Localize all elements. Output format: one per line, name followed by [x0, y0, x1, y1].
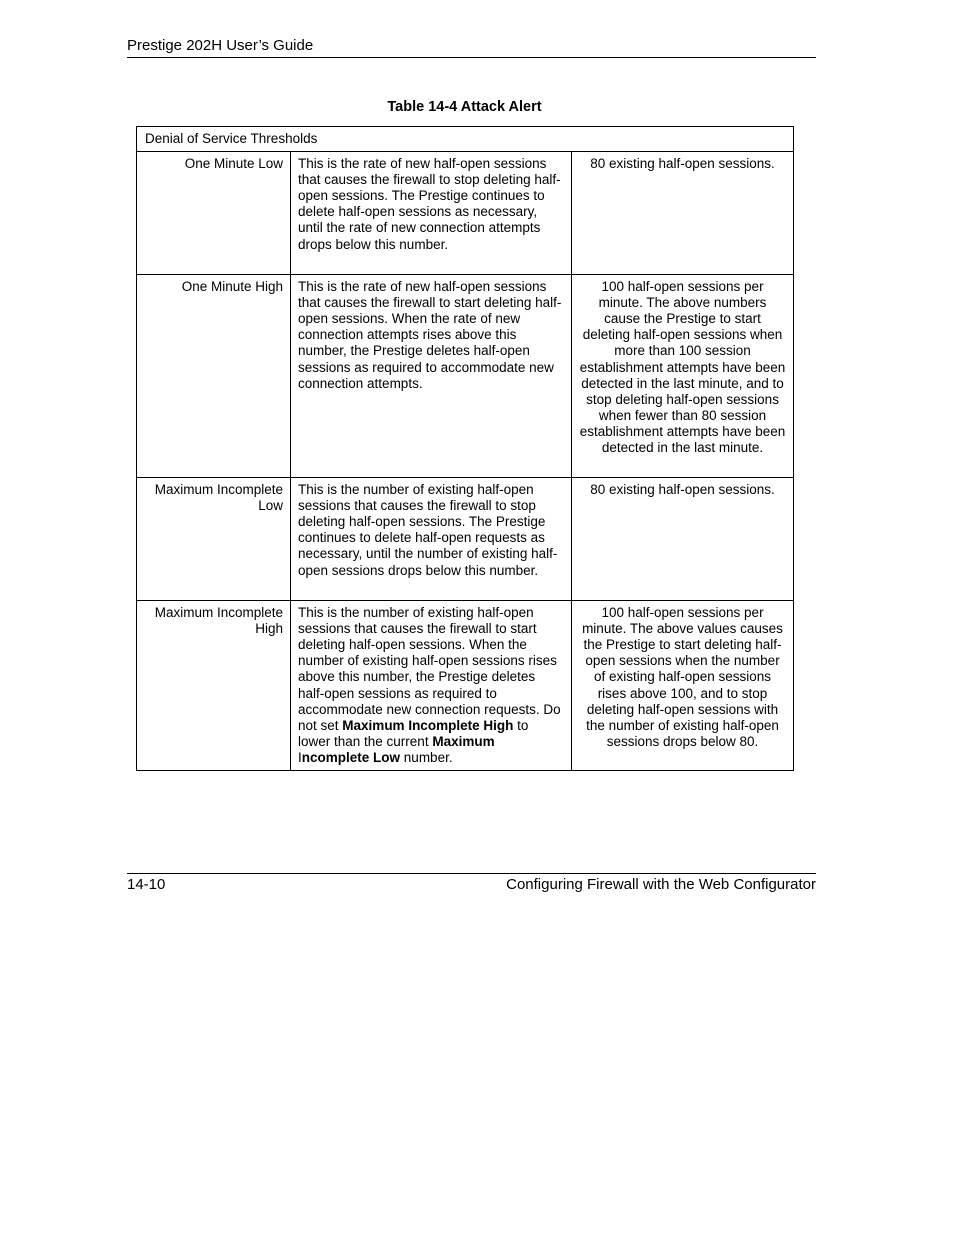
desc-mid: to lower than the current — [298, 717, 529, 749]
desc-bold-setting-2a: Maximum — [432, 733, 495, 749]
row-description — [291, 601, 572, 771]
desc-pre: Do not set — [298, 701, 561, 733]
page-number: 14-10 — [127, 876, 166, 893]
table-row — [137, 275, 794, 478]
row-description: This is the number of existing half-open sessions that causes the firewall to stop deleting half-open sessions. The Prestige continues to delete half-open requests as necessary, until the number of existing half-open sessions drops below this number. — [291, 478, 572, 601]
row-name: Maximum Incomplete High — [137, 601, 291, 771]
row-name: Maximum Incomplete Low — [137, 478, 291, 601]
table-group-row — [137, 127, 794, 152]
row-name: One Minute Low — [137, 152, 291, 275]
page-header — [127, 36, 816, 58]
header-title: Prestige 202H User’s Guide — [127, 37, 314, 54]
row-name: One Minute High — [137, 275, 291, 478]
desc-bold-setting: Maximum Incomplete High — [342, 717, 514, 733]
table-row — [137, 601, 794, 771]
row-default: 80 existing half-open sessions. — [572, 152, 794, 275]
table-row — [137, 152, 794, 275]
page-footer — [127, 873, 816, 895]
desc-i: I — [298, 749, 302, 765]
table-row — [137, 478, 794, 601]
desc-post: number. — [403, 749, 453, 765]
attack-alert-table — [136, 126, 794, 771]
desc-main: This is the number of existing half-open sessions that causes the firewall to start deleting half-open sessions. When the number of existing half-open sessions rises above this number, the Prestige deletes half-open sessions as required to accommodate new connection requests. — [298, 605, 557, 717]
group-label: Denial of Service Thresholds — [137, 127, 794, 152]
row-default: 100 half-open sessions per minute. The above values causes the Prestige to start deleting half-open sessions when the number of existing half-open sessions rises above 100, and to stop deleting half-open sessions with the number of existing half-open sessions drops below 80. — [572, 601, 794, 771]
row-default: 100 half-open sessions per minute. The above numbers cause the Prestige to start deleting half-open sessions when more than 100 session establishment attempts have been detected in the last minute, and to stop deleting half-open sessions when fewer than 80 session establishment attempts have been detected in the last minute. — [572, 275, 794, 478]
row-description: This is the rate of new half-open sessions that causes the firewall to start deleting half-open sessions. When the rate of new connection attempts rises above this number, the Prestige deletes half-open sessions as required to accommodate new connection attempts. — [291, 275, 572, 478]
desc-bold-setting-2b: ncomplete Low — [301, 749, 401, 765]
row-default: 80 existing half-open sessions. — [572, 478, 794, 601]
table-caption: Table 14-4 Attack Alert — [387, 99, 542, 115]
row-description: This is the rate of new half-open sessions that causes the firewall to stop deleting half-open sessions. The Prestige continues to delete half-open sessions as necessary, until the rate of new connection attempts drops below this number. — [291, 152, 572, 275]
chapter-title: Configuring Firewall with the Web Configurator — [506, 876, 816, 893]
